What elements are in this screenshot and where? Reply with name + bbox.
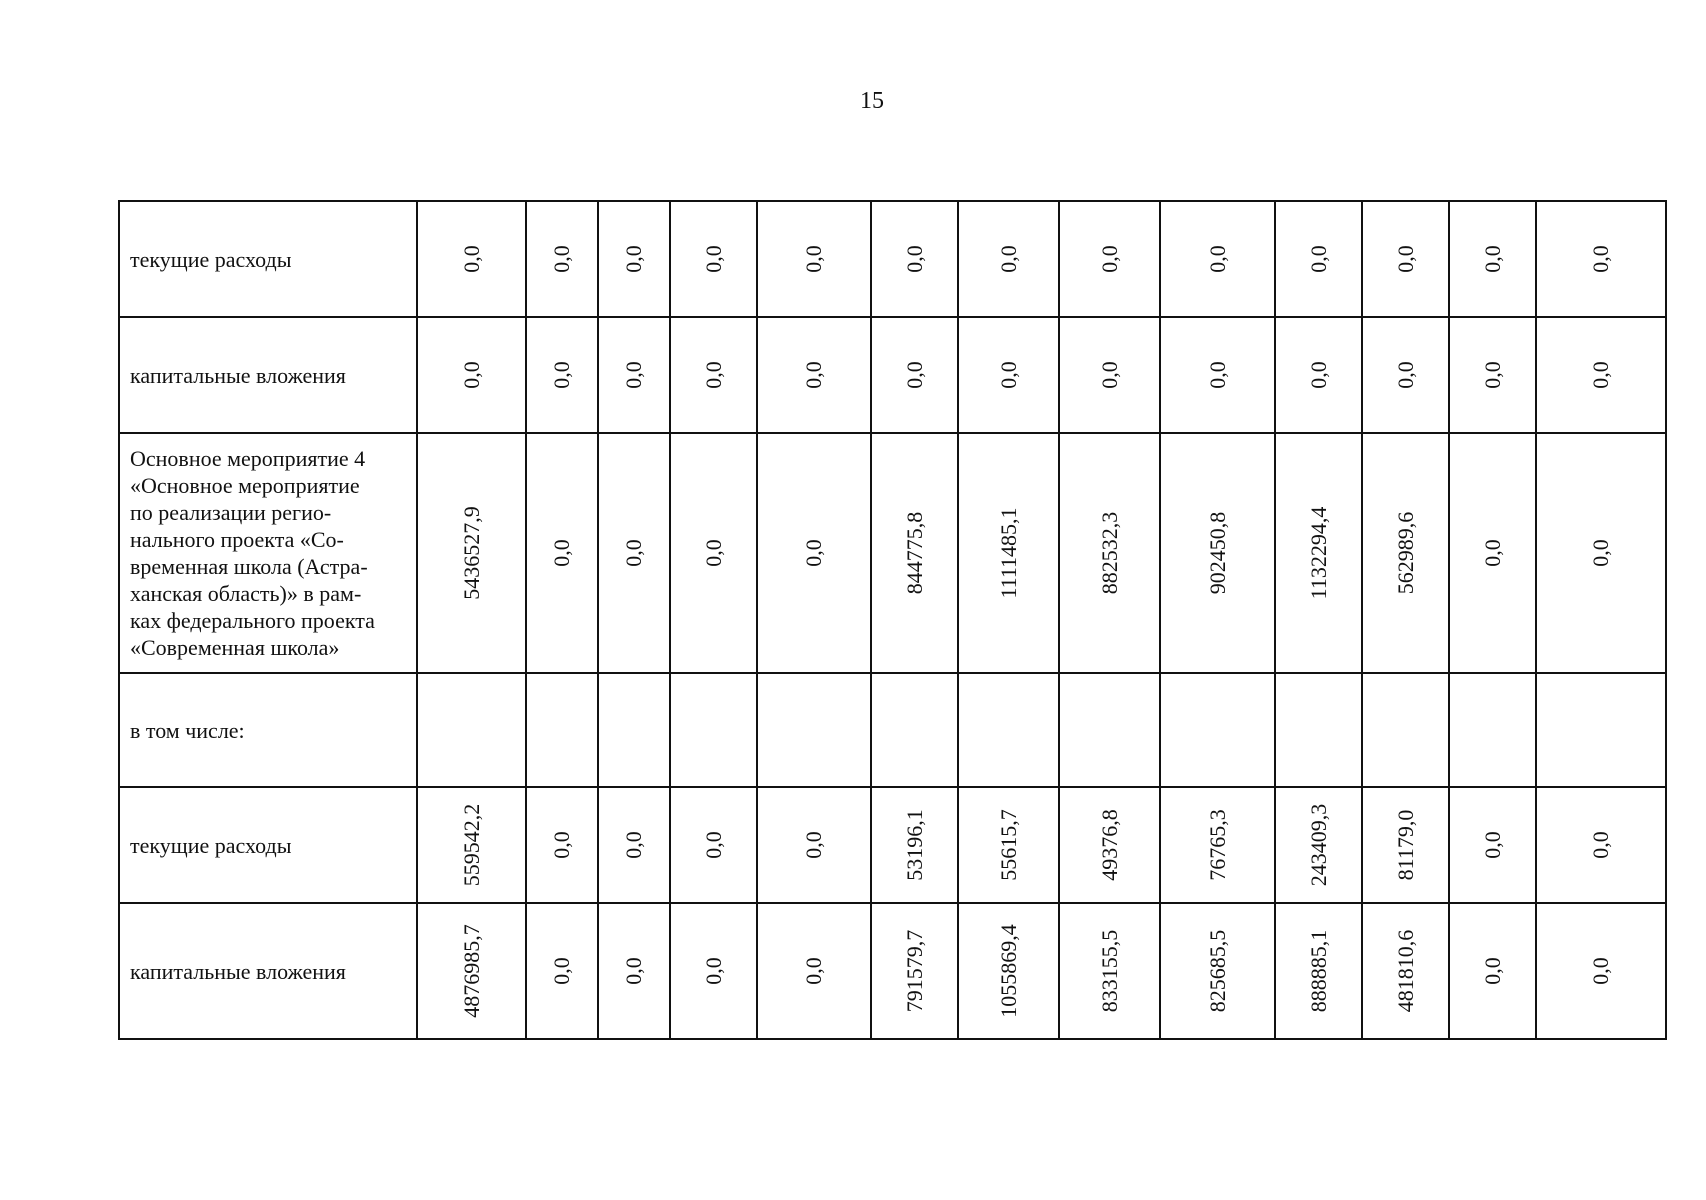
cell-value: 0,0 (801, 361, 826, 389)
row-label (119, 433, 417, 673)
value-cell (1362, 903, 1449, 1039)
row-label-line: временная школа (Астра- (130, 554, 368, 579)
cell-value: 0,0 (700, 539, 726, 567)
cell-value: 0,0 (1096, 245, 1122, 273)
cell-value: 0,0 (1479, 831, 1505, 859)
value-cell (1449, 433, 1536, 673)
cell-value: 0,0 (995, 361, 1021, 389)
cell-value: 833155,5 (1096, 929, 1122, 1013)
value-cell (958, 201, 1059, 317)
cell-value: 481810,6 (1392, 929, 1418, 1013)
table-row (119, 317, 1666, 433)
row-label: текущие расходы (119, 201, 417, 317)
cell-value: 76765,3 (1204, 809, 1230, 881)
cell-value: 0,0 (621, 831, 646, 859)
value-cell (871, 787, 958, 903)
cell-value: 0,0 (700, 361, 726, 389)
cell-value: 0,0 (549, 539, 574, 567)
cell-value: 1055869,4 (995, 924, 1021, 1018)
value-cell (1536, 317, 1666, 433)
value-cell (670, 673, 757, 787)
cell-value: 0,0 (1479, 957, 1505, 985)
cell-value: 0,0 (1479, 539, 1505, 567)
value-cell (1536, 673, 1666, 787)
value-cell (1059, 903, 1160, 1039)
cell-value: 0,0 (1096, 361, 1122, 389)
value-cell (1275, 433, 1362, 673)
value-cell (757, 433, 871, 673)
cell-value: 0,0 (1204, 361, 1230, 389)
cell-value: 0,0 (621, 361, 646, 389)
cell-value: 0,0 (1588, 539, 1613, 567)
cell-value: 0,0 (801, 831, 826, 859)
value-cell (526, 787, 598, 903)
row-label: в том числе: (119, 673, 417, 787)
row-label-line: «Основное мероприятие (130, 473, 360, 498)
value-cell (757, 201, 871, 317)
value-cell (1160, 433, 1275, 673)
cell-value: 0,0 (1588, 245, 1613, 273)
value-cell (1449, 903, 1536, 1039)
cell-value: 0,0 (700, 245, 726, 273)
cell-value: 0,0 (1588, 957, 1613, 985)
value-cell (670, 433, 757, 673)
value-cell (958, 903, 1059, 1039)
value-cell (958, 787, 1059, 903)
value-cell (417, 201, 526, 317)
value-cell (598, 201, 670, 317)
cell-value: 902450,8 (1204, 511, 1230, 595)
row-label-line: ханская область)» в рам- (130, 581, 362, 606)
value-cell (1536, 433, 1666, 673)
cell-value: 0,0 (901, 361, 927, 389)
value-cell (1275, 787, 1362, 903)
cell-value: 0,0 (995, 245, 1021, 273)
cell-value: 0,0 (1204, 245, 1230, 273)
value-cell (417, 673, 526, 787)
cell-value: 0,0 (1392, 361, 1418, 389)
value-cell (1059, 433, 1160, 673)
cell-value: 53196,1 (901, 809, 927, 881)
value-cell (417, 787, 526, 903)
value-cell (958, 433, 1059, 673)
value-cell (598, 433, 670, 673)
value-cell (871, 903, 958, 1039)
cell-value: 0,0 (901, 245, 927, 273)
cell-value: 0,0 (700, 957, 726, 985)
cell-value: 882532,3 (1096, 511, 1122, 595)
value-cell (1275, 903, 1362, 1039)
cell-value: 0,0 (1305, 245, 1331, 273)
row-label-line: Основное мероприятие 4 (130, 446, 366, 471)
table-row (119, 903, 1666, 1039)
cell-value: 844775,8 (901, 511, 927, 595)
value-cell (1362, 317, 1449, 433)
value-cell (958, 673, 1059, 787)
value-cell (1362, 673, 1449, 787)
cell-value: 0,0 (700, 831, 726, 859)
row-label: капитальные вложения (119, 903, 417, 1039)
value-cell (1275, 673, 1362, 787)
cell-value: 0,0 (621, 245, 646, 273)
value-cell (1059, 317, 1160, 433)
value-cell (598, 317, 670, 433)
value-cell (1160, 317, 1275, 433)
cell-value: 49376,8 (1096, 809, 1122, 881)
value-cell (1449, 787, 1536, 903)
value-cell (757, 787, 871, 903)
value-cell (526, 201, 598, 317)
value-cell (1059, 787, 1160, 903)
value-cell (1449, 317, 1536, 433)
value-cell (1160, 673, 1275, 787)
cell-value: 0,0 (1588, 361, 1613, 389)
value-cell (958, 317, 1059, 433)
cell-value: 5436527,9 (458, 506, 484, 600)
value-cell (417, 903, 526, 1039)
cell-value: 0,0 (1479, 245, 1505, 273)
cell-value: 559542,2 (458, 803, 484, 887)
value-cell (757, 903, 871, 1039)
cell-value: 562989,6 (1392, 511, 1418, 595)
cell-value: 0,0 (549, 361, 574, 389)
value-cell (1362, 787, 1449, 903)
row-label: текущие расходы (119, 787, 417, 903)
value-cell (670, 317, 757, 433)
cell-value: 1111485,1 (995, 507, 1021, 599)
table-row (119, 201, 1666, 317)
row-label: капитальные вложения (119, 317, 417, 433)
cell-value: 0,0 (1392, 245, 1418, 273)
value-cell (1160, 903, 1275, 1039)
value-cell (598, 903, 670, 1039)
value-cell (1536, 201, 1666, 317)
cell-value: 0,0 (549, 245, 574, 273)
cell-value: 0,0 (801, 957, 826, 985)
cell-value: 0,0 (621, 539, 646, 567)
cell-value: 825685,5 (1204, 929, 1230, 1013)
cell-value: 4876985,7 (458, 924, 484, 1018)
value-cell (871, 673, 958, 787)
value-cell (871, 433, 958, 673)
cell-value: 0,0 (1588, 831, 1613, 859)
value-cell (417, 317, 526, 433)
value-cell (1059, 673, 1160, 787)
cell-value: 0,0 (801, 539, 826, 567)
cell-value: 55615,7 (995, 809, 1021, 881)
value-cell (1536, 903, 1666, 1039)
value-cell (757, 317, 871, 433)
table-row (119, 673, 1666, 787)
value-cell (871, 201, 958, 317)
value-cell (670, 787, 757, 903)
cell-value: 0,0 (1479, 361, 1505, 389)
cell-value: 0,0 (1305, 361, 1331, 389)
value-cell (1449, 201, 1536, 317)
row-label-line: ках федерального проекта (130, 608, 375, 633)
cell-value: 243409,3 (1305, 803, 1331, 887)
row-label-line: по реализации регио- (130, 500, 332, 525)
value-cell (1275, 317, 1362, 433)
budget-table (118, 200, 1667, 1040)
value-cell (670, 201, 757, 317)
cell-value: 1132294,4 (1305, 506, 1331, 600)
value-cell (1275, 201, 1362, 317)
cell-value: 0,0 (549, 831, 574, 859)
value-cell (1059, 201, 1160, 317)
cell-value: 0,0 (458, 245, 484, 273)
value-cell (757, 673, 871, 787)
value-cell (417, 433, 526, 673)
value-cell (1449, 673, 1536, 787)
value-cell (598, 787, 670, 903)
value-cell (1362, 433, 1449, 673)
cell-value: 0,0 (458, 361, 484, 389)
value-cell (526, 317, 598, 433)
cell-value: 0,0 (621, 957, 646, 985)
value-cell (1160, 201, 1275, 317)
cell-value: 791579,7 (901, 929, 927, 1013)
row-label-line: «Современная школа» (130, 635, 340, 660)
table-row (119, 787, 1666, 903)
cell-value: 0,0 (549, 957, 574, 985)
value-cell (1362, 201, 1449, 317)
cell-value: 0,0 (801, 245, 826, 273)
value-cell (670, 903, 757, 1039)
row-label-line: нального проекта «Со- (130, 527, 344, 552)
value-cell (871, 317, 958, 433)
page-number: 15 (860, 88, 884, 114)
table-row (119, 433, 1666, 673)
value-cell (1536, 787, 1666, 903)
value-cell (526, 903, 598, 1039)
cell-value: 81179,0 (1392, 809, 1418, 881)
value-cell (598, 673, 670, 787)
value-cell (526, 673, 598, 787)
value-cell (1160, 787, 1275, 903)
cell-value: 888885,1 (1305, 929, 1331, 1013)
value-cell (526, 433, 598, 673)
